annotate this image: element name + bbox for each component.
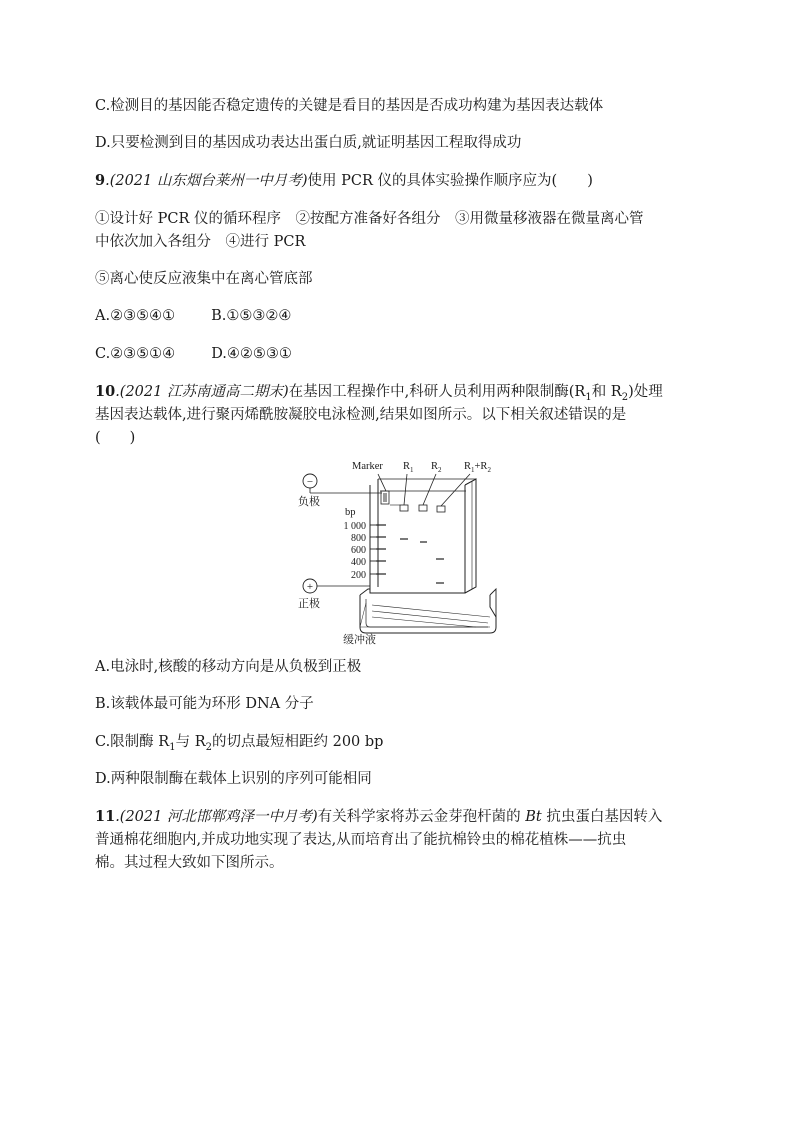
q11-bt: Bt: [525, 809, 542, 825]
q9-stem-end: ): [587, 173, 593, 189]
well-r1r2: [437, 506, 445, 512]
well-r2: [419, 505, 427, 511]
well-r1: [400, 505, 408, 511]
q10-stem-line3: ( ): [95, 430, 136, 446]
q10-option-a: A.电泳时,核酸的移动方向是从负极到正极: [95, 659, 362, 675]
q10-stem-line1: [95, 382, 663, 408]
q10-option-b: B.该载体最可能为环形 DNA 分子: [95, 696, 314, 712]
q10-stem-text-c: )处理: [628, 384, 663, 400]
q11-stem-line3: 棉。其过程大致如下图所示。: [95, 855, 284, 871]
q11-source: .(2021 河北邯郸鸡泽一中月考): [115, 809, 318, 825]
q9-stem-text: 使用 PCR 仪的具体实验操作顺序应为(: [307, 173, 558, 189]
bp-label: bp: [345, 507, 356, 518]
q10-option-c-text-a: C.限制酶 R: [95, 734, 170, 750]
q8-option-c: C.检测目的基因能否稳定遗传的关键是看目的基因是否成功构建为基因表达载体: [95, 98, 604, 114]
q10-number: 10: [95, 383, 116, 400]
q10-stem-line2: 基因表达载体,进行聚丙烯酰胺凝胶电泳检测,结果如图所示。以下相关叙述错误的是: [95, 407, 627, 423]
q10-option-c: [95, 732, 383, 758]
q9-options-ab: [95, 306, 291, 326]
marker-size-label: 200: [351, 570, 366, 581]
q9-option-d: D.④②⑤③①: [211, 346, 292, 362]
q9-steps-line2: 中依次加入各组分 ④进行 PCR: [95, 234, 306, 250]
q10-source: .(2021 江苏南通高二期末): [115, 384, 289, 400]
marker-size-label: 400: [351, 557, 366, 568]
q10-option-c-text-b: 与 R: [175, 734, 206, 750]
q9-option-a: A.②③⑤④①: [95, 308, 176, 324]
positive-sign: +: [306, 581, 314, 593]
q11-stem-text-b: 抗虫蛋白基因转入: [541, 809, 663, 825]
q9-number: 9: [95, 172, 106, 189]
gel-electrophoresis-figure: [290, 455, 505, 645]
marker-size-labels: [344, 521, 379, 581]
q11-number: 11: [95, 808, 116, 825]
q11-stem-line2: 普通棉花细胞内,并成功地实现了表达,从而培育出了能抗棉铃虫的棉花植株——抗虫: [95, 832, 627, 848]
q9-steps-line3: ⑤离心使反应液集中在离心管底部: [95, 271, 313, 287]
q10-sub1: 1: [585, 391, 592, 403]
q9-options-cd: [95, 344, 292, 364]
lane-label-r2: $R_2$: [431, 461, 442, 474]
marker-size-label: 1 000: [343, 521, 366, 532]
q10-sub2: 2: [621, 391, 629, 403]
q11-stem-line1: [95, 807, 662, 827]
lane-label-r1r2: $R_1+R_2$: [464, 461, 491, 474]
q9-stem: [95, 171, 593, 191]
buffer-label: 缓冲液: [343, 634, 376, 645]
q10-stem-text-b: 和 R: [591, 384, 622, 400]
q11-stem-text-a: 有关科学家将苏云金芽孢杆菌的: [317, 809, 526, 825]
q9-steps-line1: ①设计好 PCR 仪的循环程序 ②按配方准备好各组分 ③用微量移液器在微量离心管: [95, 211, 644, 227]
q9-source: .(2021 山东烟台莱州一中月考): [105, 173, 308, 189]
q10-option-c-text-c: 的切点最短相距约 200 bp: [212, 734, 384, 750]
q10-option-c-sub2: 2: [205, 741, 212, 753]
lane-label-marker: Marker: [352, 461, 383, 472]
negative-label: 负极: [298, 496, 320, 508]
lane-label-r1: $R_1$: [403, 461, 414, 474]
q10-option-d: D.两种限制酶在载体上识别的序列可能相同: [95, 771, 372, 787]
q10-stem-text-a: 在基因工程操作中,科研人员利用两种限制酶(R: [288, 384, 586, 400]
gel-bands: [376, 525, 444, 583]
q9-option-c: C.②③⑤①④: [95, 346, 176, 362]
negative-sign: −: [306, 476, 314, 488]
q8-option-d: D.只要检测到目的基因成功表达出蛋白质,就证明基因工程取得成功: [95, 135, 522, 151]
marker-size-label: 600: [351, 545, 366, 556]
q9-option-b: B.①⑤③②④: [211, 308, 292, 324]
positive-label: 正极: [298, 598, 320, 610]
q10-option-c-sub1: 1: [169, 741, 176, 753]
marker-size-label: 800: [351, 533, 366, 544]
